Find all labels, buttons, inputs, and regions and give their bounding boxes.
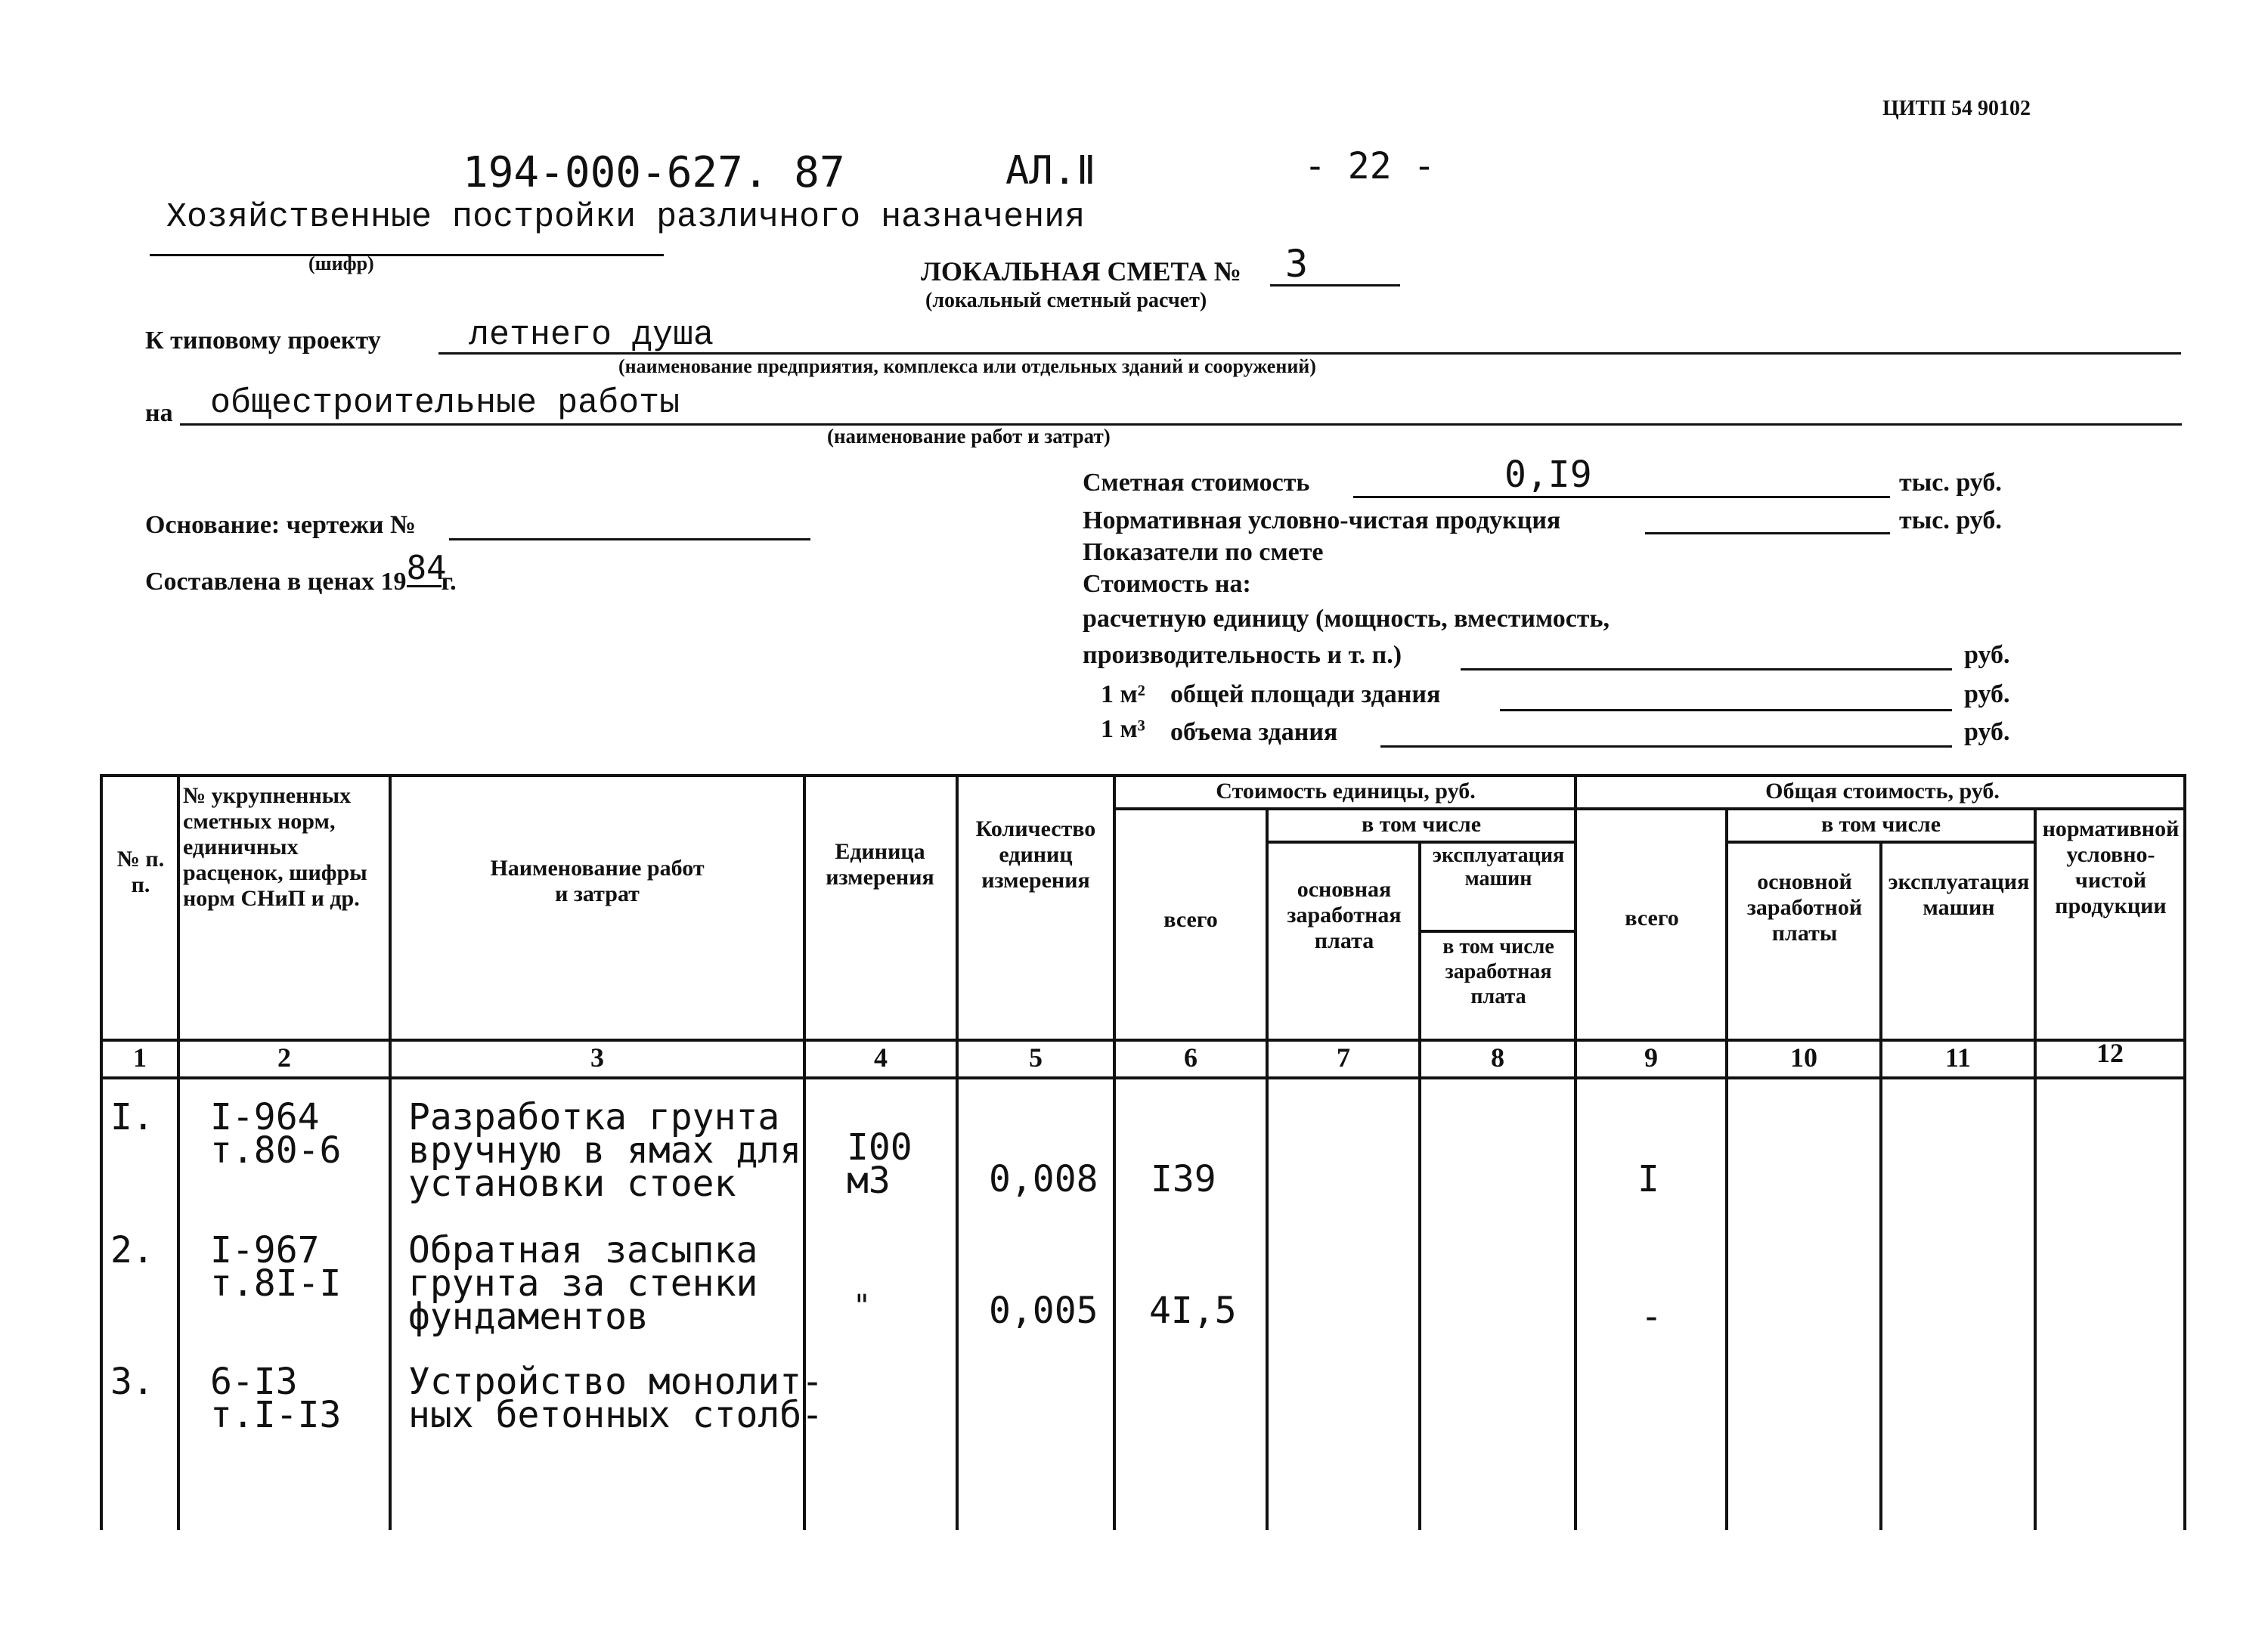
cipher-caption: (шифр) bbox=[308, 252, 374, 274]
estimate-number: 3 bbox=[1285, 242, 1309, 286]
cost-per-label: Стоимость на: bbox=[1083, 570, 1251, 598]
col-divider-11 bbox=[2034, 807, 2037, 1530]
works-caption: (наименование работ и затрат) bbox=[827, 425, 1111, 448]
album-number: АЛ.Ⅱ bbox=[1005, 148, 1096, 194]
header-col-7: основная заработная плата bbox=[1287, 877, 1402, 953]
row-price: 4I,5 bbox=[1149, 1290, 1237, 1332]
col-divider-9 bbox=[1725, 807, 1728, 1530]
prices-suffix: г. bbox=[441, 568, 457, 596]
header-col-6: всего bbox=[1163, 907, 1218, 932]
col-number-2: 2 bbox=[277, 1042, 291, 1073]
normative-label: Нормативная условно-чистая продукция bbox=[1083, 506, 1561, 534]
unit-line-2: производительность и т. п.) bbox=[1083, 641, 1402, 669]
row-name: Устройство монолит- ных бетонных столб- bbox=[408, 1361, 824, 1436]
col-divider-1 bbox=[177, 774, 180, 1530]
header-col-4: Единица измерения bbox=[826, 839, 934, 890]
header-col-8b: в том числе заработная плата bbox=[1442, 935, 1554, 1008]
total-cost-divider bbox=[1576, 807, 2186, 810]
col-divider-5 bbox=[1113, 774, 1116, 1530]
row-total: I bbox=[1637, 1158, 1659, 1200]
row-price: I39 bbox=[1151, 1158, 1216, 1200]
cost-unit: тыс. руб. bbox=[1899, 469, 2002, 497]
project-caption: (наименование предприятия, комплекса или отдельных зданий и сооружений) bbox=[618, 355, 1316, 377]
col8-split bbox=[1420, 930, 1576, 933]
unit-cost-divider bbox=[1113, 807, 1576, 810]
col-divider-10 bbox=[1879, 841, 1882, 1530]
row-code: 6-I3 т.I-I3 bbox=[210, 1361, 342, 1436]
row-unit: " bbox=[853, 1289, 872, 1324]
header-col-1: № п. п. bbox=[116, 847, 165, 897]
indicators-label: Показатели по смете bbox=[1083, 538, 1324, 566]
row-number: I. bbox=[110, 1096, 154, 1138]
row-total: - bbox=[1641, 1296, 1662, 1338]
project-name: летнего душа bbox=[469, 316, 714, 355]
estimate-title: ЛОКАЛЬНАЯ СМЕТА № bbox=[921, 256, 1241, 286]
normative-unit: тыс. руб. bbox=[1899, 506, 2002, 534]
header-col-3: Наименование работ и затрат bbox=[490, 856, 705, 906]
volume-rub: руб. bbox=[1964, 718, 2010, 746]
volume-label: объема здания bbox=[1170, 718, 1338, 746]
col-divider-4 bbox=[956, 774, 959, 1530]
page-number: - 22 - bbox=[1304, 145, 1436, 187]
cost-label: Сметная стоимость bbox=[1083, 469, 1310, 497]
row-qty: 0,005 bbox=[989, 1290, 1098, 1332]
col-number-5: 5 bbox=[1029, 1042, 1043, 1073]
registry-code: ЦИТП 54 90102 bbox=[1882, 97, 2031, 120]
header-col-8a: эксплуатация машин bbox=[1432, 844, 1565, 890]
row-code: I-964 т.80-6 bbox=[210, 1096, 342, 1172]
col-divider-7 bbox=[1418, 841, 1421, 1530]
area-label: общей площади здания bbox=[1170, 680, 1441, 708]
header-incl-2: в том числе bbox=[1820, 812, 1941, 837]
row-name: Обратная засыпка грунта за стенки фундаментов bbox=[408, 1229, 758, 1338]
row-number: 3. bbox=[110, 1361, 154, 1403]
col-divider-2 bbox=[389, 774, 392, 1530]
header-incl-1: в том числе bbox=[1361, 812, 1482, 837]
numbers-bottom-border bbox=[100, 1076, 2186, 1079]
row-qty: 0,008 bbox=[989, 1158, 1098, 1200]
area-prefix: 1 м² bbox=[1101, 680, 1145, 708]
col-number-4: 4 bbox=[874, 1042, 888, 1073]
col-number-12: 12 bbox=[2096, 1038, 2124, 1068]
header-col-12: нормативной условно-чистой продукции bbox=[2042, 816, 2180, 918]
works-name: общестроительные работы bbox=[210, 384, 680, 423]
table-top-border bbox=[100, 774, 2186, 777]
header-total-cost: Общая стоимость, руб. bbox=[1765, 779, 2000, 804]
on-label: на bbox=[145, 399, 173, 427]
header-col-9: всего bbox=[1625, 906, 1679, 931]
prices-prefix: Составлена в ценах 19 bbox=[145, 568, 407, 596]
col-number-10: 10 bbox=[1790, 1042, 1817, 1073]
col-number-11: 11 bbox=[1944, 1042, 1971, 1073]
col-number-8: 8 bbox=[1491, 1042, 1504, 1073]
row-name: Разработка грунта вручную в ямах для установки стоек bbox=[408, 1096, 802, 1205]
header-col-2: № укрупненных сметных норм, единичных расценок, шифры норм СНиП и др. bbox=[183, 783, 367, 911]
row-code: I-967 т.8I-I bbox=[210, 1229, 342, 1305]
col-number-6: 6 bbox=[1184, 1042, 1198, 1073]
unit-rub: руб. bbox=[1964, 641, 2010, 669]
volume-prefix: 1 м³ bbox=[1101, 715, 1145, 743]
row-unit: I00 м3 bbox=[847, 1126, 912, 1202]
table-left-border bbox=[100, 774, 103, 1530]
header-col-5: Количество единиц измерения bbox=[975, 816, 1096, 893]
project-label: К типовому проекту bbox=[145, 327, 381, 355]
estimate-subtitle: (локальный сметный расчет) bbox=[925, 289, 1207, 312]
row-number: 2. bbox=[110, 1229, 154, 1271]
project-title: Хозяйственные постройки различного назначения bbox=[166, 198, 1086, 237]
table-right-border bbox=[2183, 774, 2186, 1530]
col-number-1: 1 bbox=[133, 1042, 147, 1073]
header-col-10: основной заработной платы bbox=[1746, 869, 1863, 946]
document-code: 194-000-627. 87 bbox=[463, 148, 845, 197]
col-number-7: 7 bbox=[1337, 1042, 1350, 1073]
cost-value: 0,I9 bbox=[1504, 454, 1592, 496]
col-divider-6 bbox=[1266, 807, 1269, 1530]
prices-year: 84 bbox=[406, 549, 447, 587]
col-divider-8 bbox=[1574, 774, 1577, 1530]
basis-label: Основание: чертежи № bbox=[145, 511, 417, 539]
col-number-9: 9 bbox=[1644, 1042, 1658, 1073]
area-rub: руб. bbox=[1964, 680, 2010, 708]
header-col-11: эксплуатация машин bbox=[1888, 869, 2030, 920]
header-unit-cost: Стоимость единицы, руб. bbox=[1216, 779, 1476, 804]
unit-line-1: расчетную единицу (мощность, вместимость, bbox=[1083, 605, 1610, 633]
col-number-3: 3 bbox=[590, 1042, 604, 1073]
